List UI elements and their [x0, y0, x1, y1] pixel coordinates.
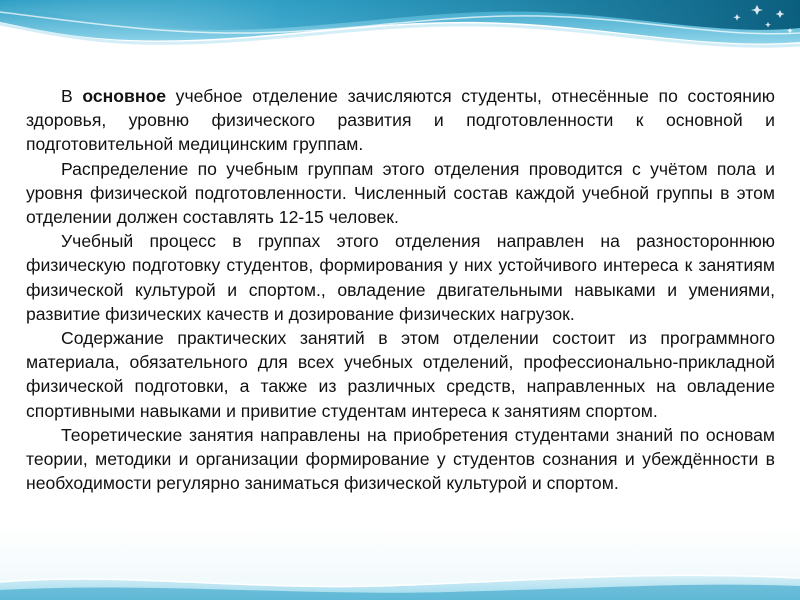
paragraph-1-emphasis: основное — [82, 86, 167, 106]
paragraph-5: Теоретические занятия направлены на приобретения студентами знаний по основам теории, методики и организации формирование у студентов сознания и убеждённости в необходимости регулярно заниматься физической культурой и спортом. — [26, 424, 775, 494]
paragraph-1-lead: В — [61, 86, 83, 106]
paragraph-1 — [26, 84, 775, 157]
paragraph-3: Учебный процесс в группах этого отделения направлен на разностороннюю физическую подготовку студентов, формирования у них устойчивого интереса к занятиям физической культурой и спортом., овладение двигательными навыками и умениями, развитие физических качеств и дозирование физических нагрузок. — [26, 231, 775, 324]
paragraph-1-rest: учебное отделение зачисляются студенты, отнесённые по состоянию здоровья, уровню физического развития и подготовленности к основной и подготовительной медицинским группам. — [26, 86, 775, 155]
bottom-wave-decoration — [0, 560, 800, 600]
top-wave-decoration — [0, 0, 800, 60]
slide-text — [26, 84, 775, 495]
paragraph-4: Содержание практических занятий в этом отделении состоит из программного материала, обязательного для всех учебных отделений, профессионально-прикладной физической подготовки, а также из различных средств, направленных на овладение спортивными навыками и привитие студентам интереса к занятиям спортом. — [26, 328, 775, 421]
paragraph-2: Распределение по учебным группам этого отделения проводится с учётом пола и уровня физической подготовленности. Численный состав каждой учебной группы в этом отделении должен составлять 12-15 человек. — [26, 158, 775, 228]
